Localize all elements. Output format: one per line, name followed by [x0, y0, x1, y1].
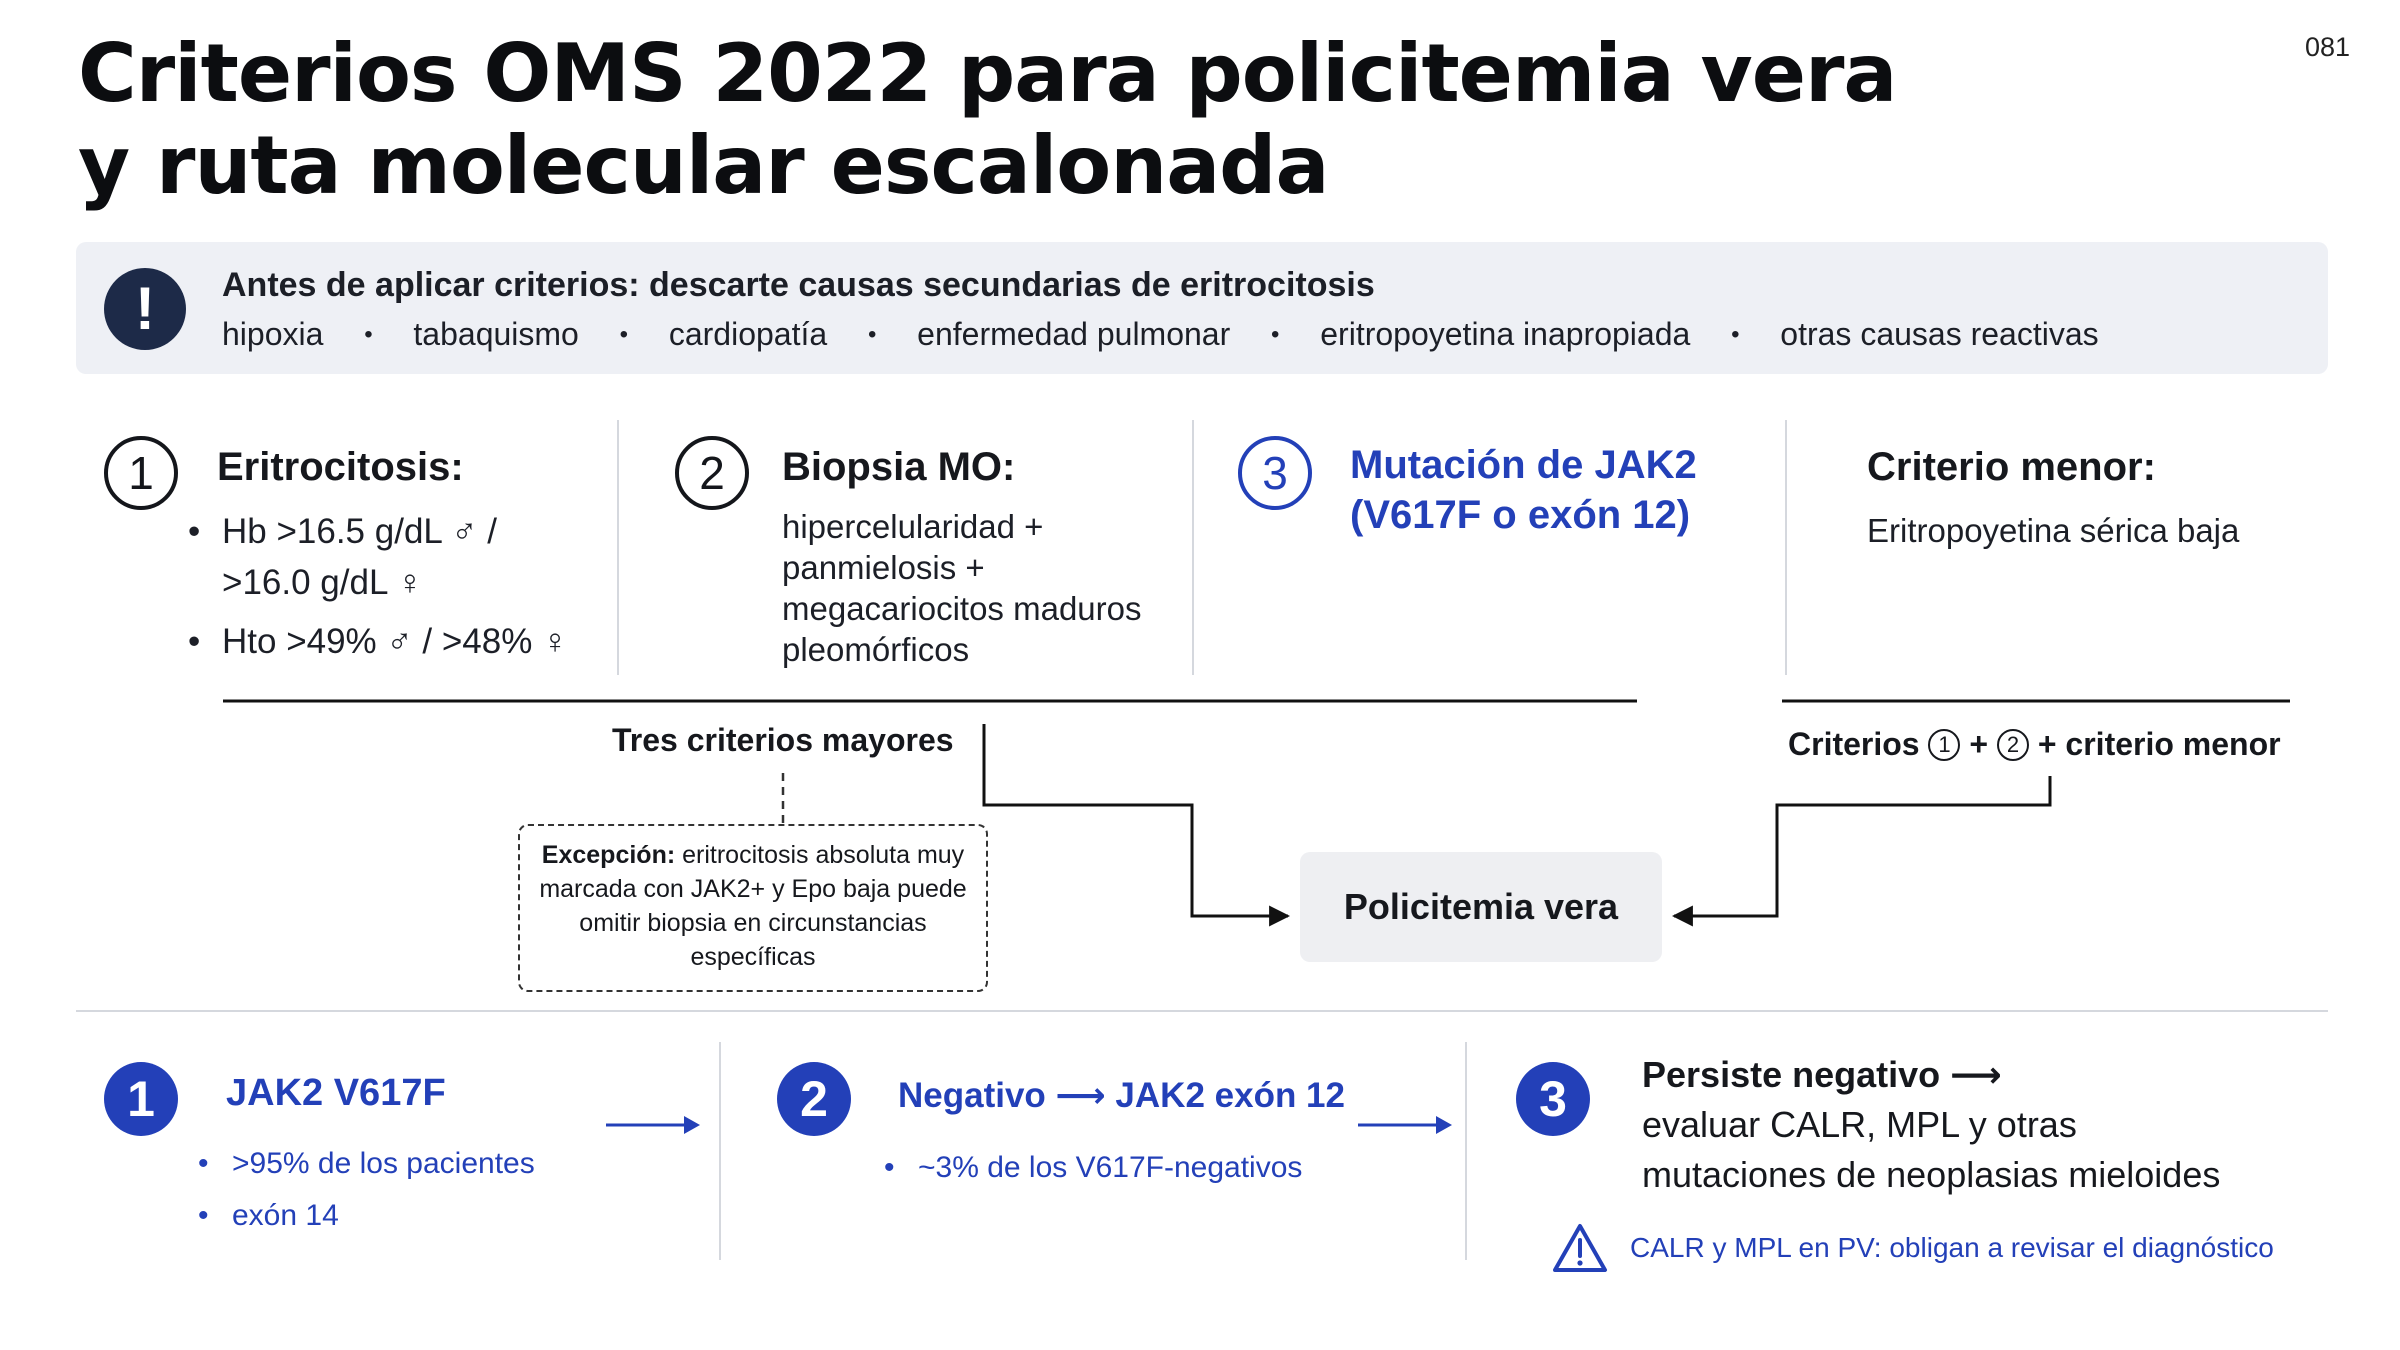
step-2-title: Negativo ⟶ JAK2 exón 12: [898, 1076, 1345, 1115]
list-item: • Hb >16.5 g/dL ♂ / >16.0 g/dL ♀: [188, 506, 588, 608]
step-1-list: [198, 1138, 535, 1242]
alt-suffix: + criterio menor: [2037, 726, 2281, 762]
criterion-1-mini-icon: 1: [1928, 729, 1960, 761]
cause-item: cardiopatía: [668, 316, 828, 352]
exception-text: eritrocitosis absoluta muy marcada con JAK2+ y Epo baja puede omitir biopsia en circunstancias específicas: [539, 841, 967, 971]
exception-label: Excepción:: [541, 841, 676, 869]
cause-item: eritropoyetina inapropiada: [1320, 316, 1691, 352]
criterion-3-number-icon: 3: [1238, 436, 1312, 510]
criterion-2-mini-icon: 2: [1997, 729, 2029, 761]
step-2-list: [884, 1142, 1302, 1194]
alternative-criteria-label: [1788, 726, 2281, 763]
result-box: Policitemia vera: [1300, 852, 1662, 962]
calr-mpl-note: [1552, 1222, 2274, 1274]
separator-dot: •: [1731, 320, 1740, 348]
list-item: • ~3% de los V617F-negativos: [884, 1142, 1302, 1194]
list-item: • >95% de los pacientes: [198, 1138, 535, 1190]
major-criteria-label: Tres criterios mayores: [612, 722, 954, 758]
cause-item: otras causas reactivas: [1780, 316, 2099, 352]
criterion-3-title-line-2: (V617F o exón 12): [1350, 493, 1691, 537]
arrow-right-icon: [604, 1110, 704, 1140]
separator-dot: •: [364, 320, 373, 348]
cause-item: hipoxia: [222, 316, 324, 352]
criterion-3-title-line-1: Mutación de JAK2: [1350, 443, 1697, 487]
exception-box: [518, 824, 988, 992]
criterion-2-title: Biopsia MO:: [782, 445, 1016, 489]
alt-plus: +: [1969, 726, 1989, 762]
step-3-number-icon: 3: [1516, 1062, 1590, 1136]
separator-dot: •: [1271, 320, 1280, 348]
step-3-title-line-2: evaluar CALR, MPL y otras: [1642, 1104, 2077, 1145]
step-divider: [719, 1042, 721, 1260]
title-line-1: Criterios OMS 2022 para policitemia vera: [78, 27, 1897, 120]
step-divider: [1465, 1042, 1467, 1260]
step-2-number-icon: 2: [777, 1062, 851, 1136]
minor-to-result-arrow: [1674, 776, 2050, 916]
section-divider: [76, 1010, 2328, 1012]
separator-dot: •: [619, 320, 629, 348]
note-text: CALR y MPL en PV: obligan a revisar el diagnóstico: [1630, 1232, 2274, 1263]
cause-item: enfermedad pulmonar: [917, 316, 1231, 352]
step-3-title-line-1: Persiste negativo ⟶: [1642, 1054, 2002, 1095]
step-1-title: JAK2 V617F: [226, 1072, 446, 1114]
minor-criterion-text: Eritropoyetina sérica baja: [1867, 512, 2240, 549]
step-3-title-line-3: mutaciones de neoplasias mieloides: [1642, 1154, 2221, 1195]
criterion-2-number-icon: 2: [675, 436, 749, 510]
minor-criterion-title: Criterio menor:: [1867, 445, 2156, 489]
list-item: • Hto >49% ♂ / >48% ♀: [188, 616, 588, 667]
title-line-2: y ruta molecular escalonada: [78, 119, 1329, 212]
exclamation-icon: !: [104, 268, 186, 350]
cause-item: tabaquismo: [413, 316, 579, 352]
slide-number: 081: [2304, 32, 2350, 62]
step-3-title: [1642, 1050, 2220, 1200]
criterion-1-title: Eritrocitosis:: [217, 445, 464, 489]
alt-prefix: Criterios: [1788, 726, 1920, 762]
criterion-2-text: hipercelularidad + panmielosis + megacariocitos maduros pleomórficos: [782, 508, 1142, 668]
banner-title: Antes de aplicar criterios: descarte causas secundarias de eritrocitosis: [222, 266, 1375, 304]
warning-triangle-icon: [1552, 1222, 1608, 1274]
arrow-right-icon: [1356, 1110, 1456, 1140]
separator-dot: •: [867, 320, 877, 348]
step-1-number-icon: 1: [104, 1062, 178, 1136]
list-item: • exón 14: [198, 1190, 535, 1242]
criterion-1-number-icon: 1: [104, 436, 178, 510]
major-to-result-arrow: [984, 724, 1288, 916]
